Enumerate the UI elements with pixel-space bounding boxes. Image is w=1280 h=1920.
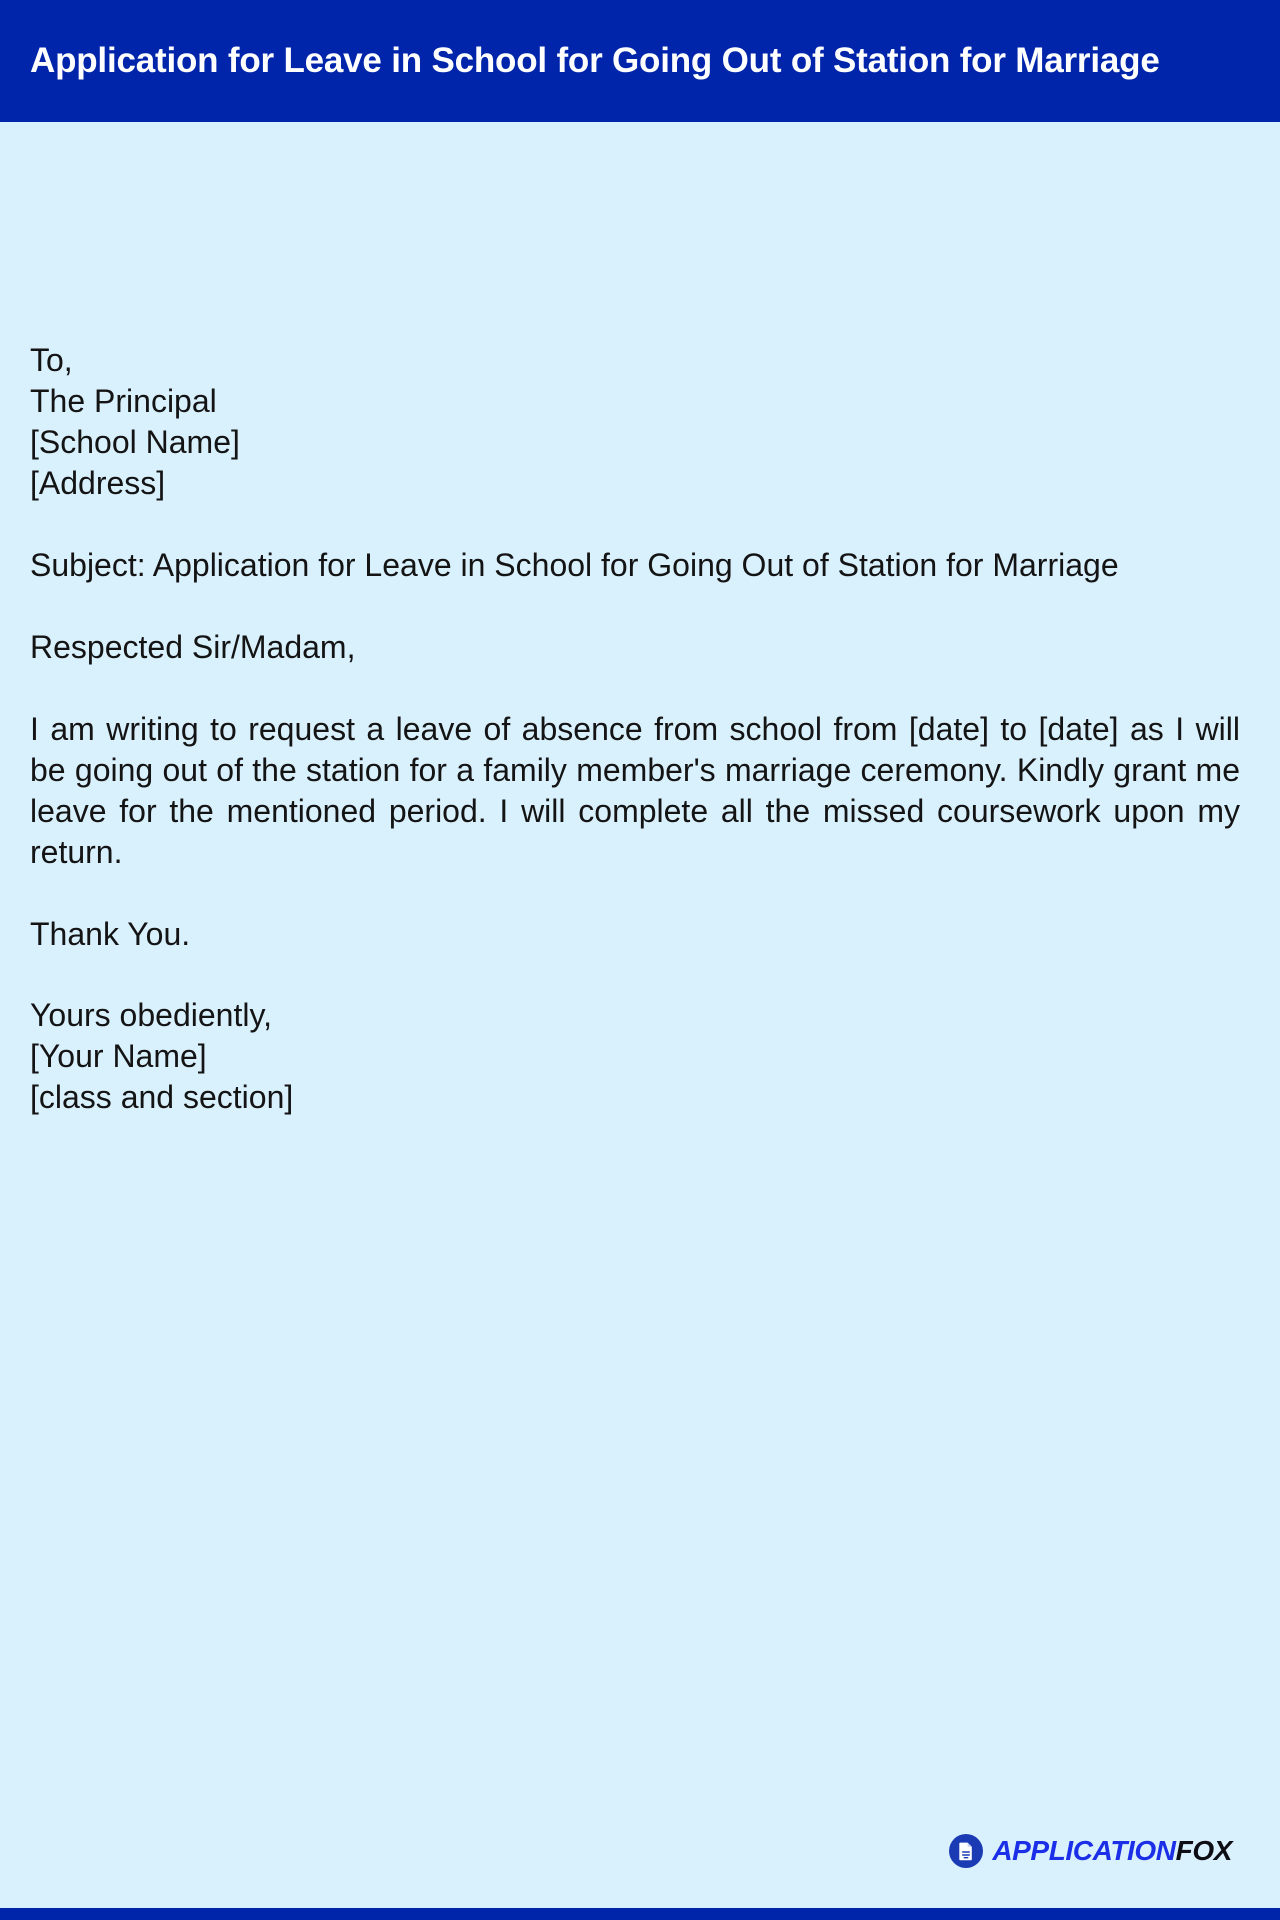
spacer-after-body [30, 873, 1240, 914]
recipient-line-to: To, [30, 342, 73, 378]
thanks-line: Thank You. [30, 915, 191, 952]
brand-name-primary: APPLICATION [992, 1835, 1176, 1866]
footer-rule [0, 1908, 1280, 1920]
document-icon [949, 1834, 983, 1868]
body-paragraph: I am writing to request a leave of absence from school from [date] to [date] as I will be going out of the station for a family member's marriage ceremony. Kindly grant me leave for the mentioned period. I will complete all the missed coursework upon my return. [30, 710, 1240, 870]
brand-name-secondary: FOX [1175, 1835, 1232, 1866]
closing-block [30, 995, 1240, 1118]
spacer-after-subject [30, 586, 1240, 627]
spacer-after-recipient [30, 504, 1240, 545]
recipient-block [30, 340, 1240, 504]
closing-line-salutation: Yours obediently, [30, 997, 272, 1034]
brand-logo [949, 1834, 1232, 1868]
recipient-line-address: [Address] [30, 464, 166, 501]
spacer-after-salutation [30, 668, 1240, 709]
brand-wordmark [992, 1837, 1232, 1865]
recipient-line-school: [School Name] [30, 423, 240, 460]
letter-content-area [0, 122, 1280, 1920]
closing-line-class: [class and section] [30, 1079, 294, 1116]
closing-line-name: [Your Name] [30, 1038, 207, 1075]
recipient-line-principal: The Principal [30, 382, 217, 419]
page-header [0, 0, 1280, 122]
letter-body [30, 122, 1240, 1118]
subject-line: Subject: Application for Leave in School for Going Out of Station for Marriage [30, 546, 1119, 583]
page-title: Application for Leave in School for Going Out of Station for Marriage [30, 41, 1160, 80]
salutation: Respected Sir/Madam, [30, 628, 356, 665]
spacer-after-thanks [30, 954, 1240, 995]
